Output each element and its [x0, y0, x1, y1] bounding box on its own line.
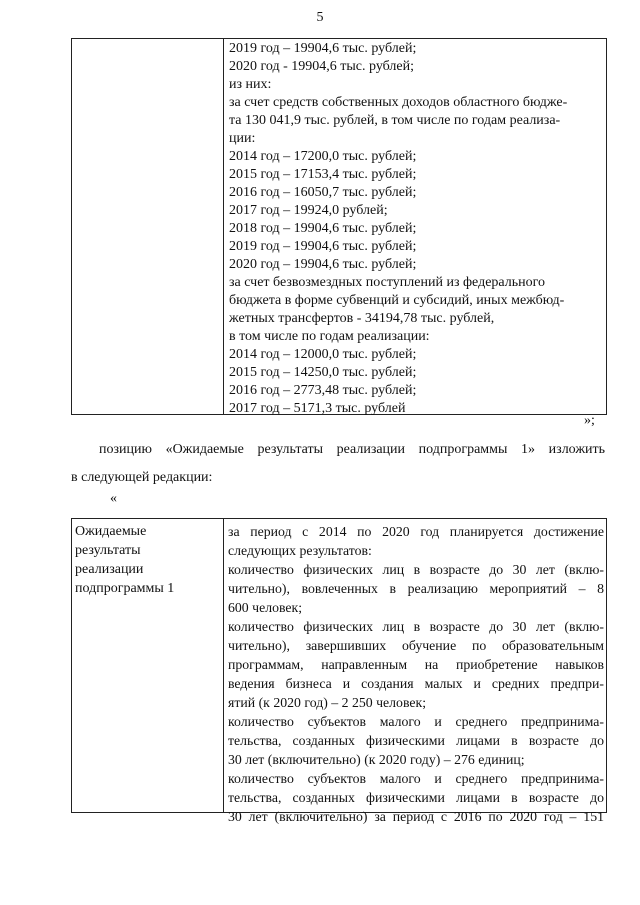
table-line: 2015 год – 14250,0 тыс. рублей;	[229, 365, 417, 380]
label-line: Ожидаемые	[75, 524, 147, 539]
funding-lines	[224, 39, 606, 414]
table-line: тельства, созданных физическими лицами в возрасте до	[228, 790, 604, 805]
table-line: 2019 год – 19904,6 тыс. рублей;	[229, 239, 417, 254]
table-line: ятий (к 2020 год) – 2 250 человек;	[228, 695, 427, 710]
table-line: за счет средств собственных доходов областного бюдже-	[229, 95, 568, 110]
table-line: чительно), завершивших обучение по образовательным	[228, 638, 604, 653]
closing-quote: »;	[584, 413, 595, 428]
page-number: 5	[316, 10, 324, 25]
table-label-cell	[72, 39, 224, 415]
table-line: жетных трансфертов - 34194,78 тыс. рублей,	[229, 311, 495, 326]
table-label-cell	[72, 519, 224, 813]
body-paragraph-continuation: в следующей редакции:	[71, 470, 213, 485]
expected-results-lines	[224, 519, 606, 824]
body-paragraph-line: позицию «Ожидаемые результаты реализации подпрограммы 1» изложить	[99, 442, 605, 457]
table-line: за период с 2014 по 2020 год планируется достижение	[228, 524, 604, 539]
table-line: количество физических лиц в возрасте до 30 лет (вклю-	[228, 562, 604, 577]
table-line: количество субъектов малого и среднего предпринима-	[228, 714, 604, 729]
table-row	[72, 39, 607, 415]
table-row	[72, 519, 607, 813]
table-line: 2015 год – 17153,4 тыс. рублей;	[229, 167, 417, 182]
table-line: программам, направленным на приобретение навыков	[228, 657, 604, 672]
label-line: реализации	[75, 562, 144, 577]
table-line: количество физических лиц в возрасте до 30 лет (вклю-	[228, 619, 604, 634]
table-content-cell	[224, 39, 607, 415]
table-line: 30 лет (включительно) (к 2020 году) – 276 единиц;	[228, 752, 525, 767]
table-line: 2018 год – 19904,6 тыс. рублей;	[229, 221, 417, 236]
table-line: та 130 041,9 тыс. рублей, в том числе по годам реализа-	[229, 113, 561, 128]
table-line: 2019 год – 19904,6 тыс. рублей;	[229, 41, 417, 56]
table-line: 600 человек;	[228, 600, 303, 615]
table-line: 2014 год – 17200,0 тыс. рублей;	[229, 149, 417, 164]
table-line: тельства, созданных физическими лицами в возрасте до	[228, 733, 604, 748]
table-line: количество субъектов малого и среднего предпринима-	[228, 771, 604, 786]
table-line: 2020 год - 19904,6 тыс. рублей;	[229, 59, 415, 74]
table-line: бюджета в форме субвенций и субсидий, иных межбюд-	[229, 293, 565, 308]
opening-quote: «	[110, 491, 117, 506]
table-line: следующих результатов:	[228, 543, 372, 558]
table-line: ведения бизнеса и создания малых и средних предпри-	[228, 676, 604, 691]
table-line: 2016 год – 2773,48 тыс. рублей;	[229, 383, 417, 398]
table-line: 2016 год – 16050,7 тыс. рублей;	[229, 185, 417, 200]
table-line: в том числе по годам реализации:	[229, 329, 430, 344]
label-line: результаты	[75, 543, 141, 558]
table-line: 2014 год – 12000,0 тыс. рублей;	[229, 347, 417, 362]
table-line: 30 лет (включительно) за период с 2016 по 2020 год – 151	[228, 809, 604, 824]
table-line: 2020 год – 19904,6 тыс. рублей;	[229, 257, 417, 272]
table-line: чительно), вовлеченных в реализацию мероприятий – 8	[228, 581, 604, 596]
table-line: 2017 год – 5171,3 тыс. рублей	[229, 401, 406, 416]
table-line: из них:	[229, 77, 272, 92]
table-line: ции:	[229, 131, 256, 146]
table-content-cell	[224, 519, 607, 824]
funding-table	[71, 38, 607, 415]
expected-results-label	[72, 519, 223, 812]
table-line: за счет безвозмездных поступлений из федерального	[229, 275, 546, 290]
expected-results-table	[71, 518, 607, 824]
label-line: подпрограммы 1	[75, 581, 175, 596]
table-line: 2017 год – 19924,0 рублей;	[229, 203, 388, 218]
